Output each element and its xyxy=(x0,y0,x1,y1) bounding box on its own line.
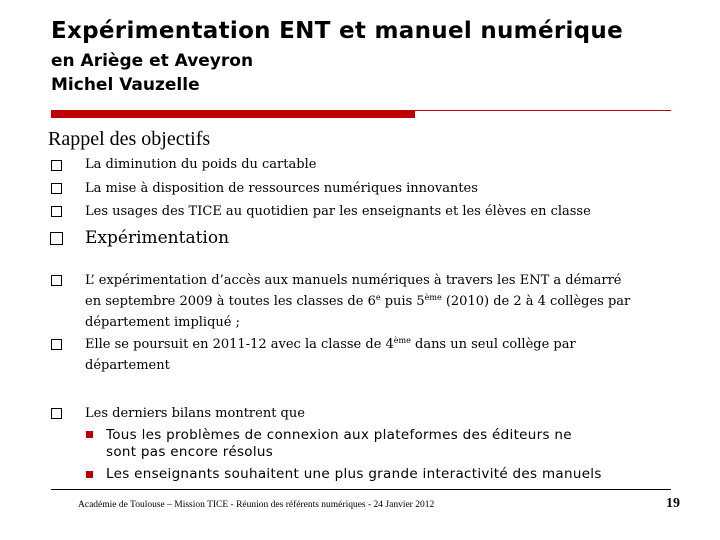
page-number: 19 xyxy=(666,496,680,511)
square-bullet-icon xyxy=(86,431,93,438)
objective-item: Les usages des TICE au quotidien par les enseignants et les élèves en classe xyxy=(85,204,591,219)
point1-line1: L’ expérimentation d’accès aux manuels numériques à travers les ENT a démarré xyxy=(85,273,622,288)
checkbox-bullet-icon xyxy=(51,206,62,217)
slide-subtitle-author: Michel Vauzelle xyxy=(51,75,200,95)
slide-subtitle-region: en Ariège et Aveyron xyxy=(51,51,254,71)
objective-item: La mise à disposition de ressources numériques innovantes xyxy=(85,181,478,196)
point2-line2: département xyxy=(85,358,170,373)
sub-item-line: Tous les problèmes de connexion aux plateformes des éditeurs ne xyxy=(106,427,572,443)
checkbox-bullet-icon xyxy=(51,339,62,350)
experimentation-heading: Expérimentation xyxy=(85,228,230,248)
footer-divider-line xyxy=(51,489,671,490)
sub-item-line: sont pas encore résolus xyxy=(106,444,274,460)
checkbox-bullet-icon xyxy=(51,183,62,194)
point3-intro: Les derniers bilans montrent que xyxy=(85,406,305,421)
square-bullet-icon xyxy=(86,471,93,478)
point1-line3: département impliqué ; xyxy=(85,315,240,330)
objective-item: La diminution du poids du cartable xyxy=(85,157,317,172)
slide-title: Expérimentation ENT et manuel numérique xyxy=(51,18,624,44)
sub-item-line: Les enseignants souhaitent une plus grande interactivité des manuels xyxy=(106,466,602,482)
point2-line1: Elle se poursuit en 2011-12 avec la classe de 4ème dans un seul collège par xyxy=(85,336,576,352)
checkbox-bullet-icon xyxy=(51,408,62,419)
checkbox-bullet-icon xyxy=(51,275,62,286)
point1-line2: en septembre 2009 à toutes les classes de 6e puis 5ème (2010) de 2 à 4 collèges par xyxy=(85,293,631,309)
checkbox-bullet-icon xyxy=(50,232,63,245)
title-accent-bar xyxy=(51,111,415,118)
checkbox-bullet-icon xyxy=(51,160,62,171)
section-heading: Rappel des objectifs xyxy=(48,128,211,150)
slide-footer: Académie de Toulouse – Mission TICE - Réunion des référents numériques - 24 Janvier 2012 xyxy=(78,500,435,510)
